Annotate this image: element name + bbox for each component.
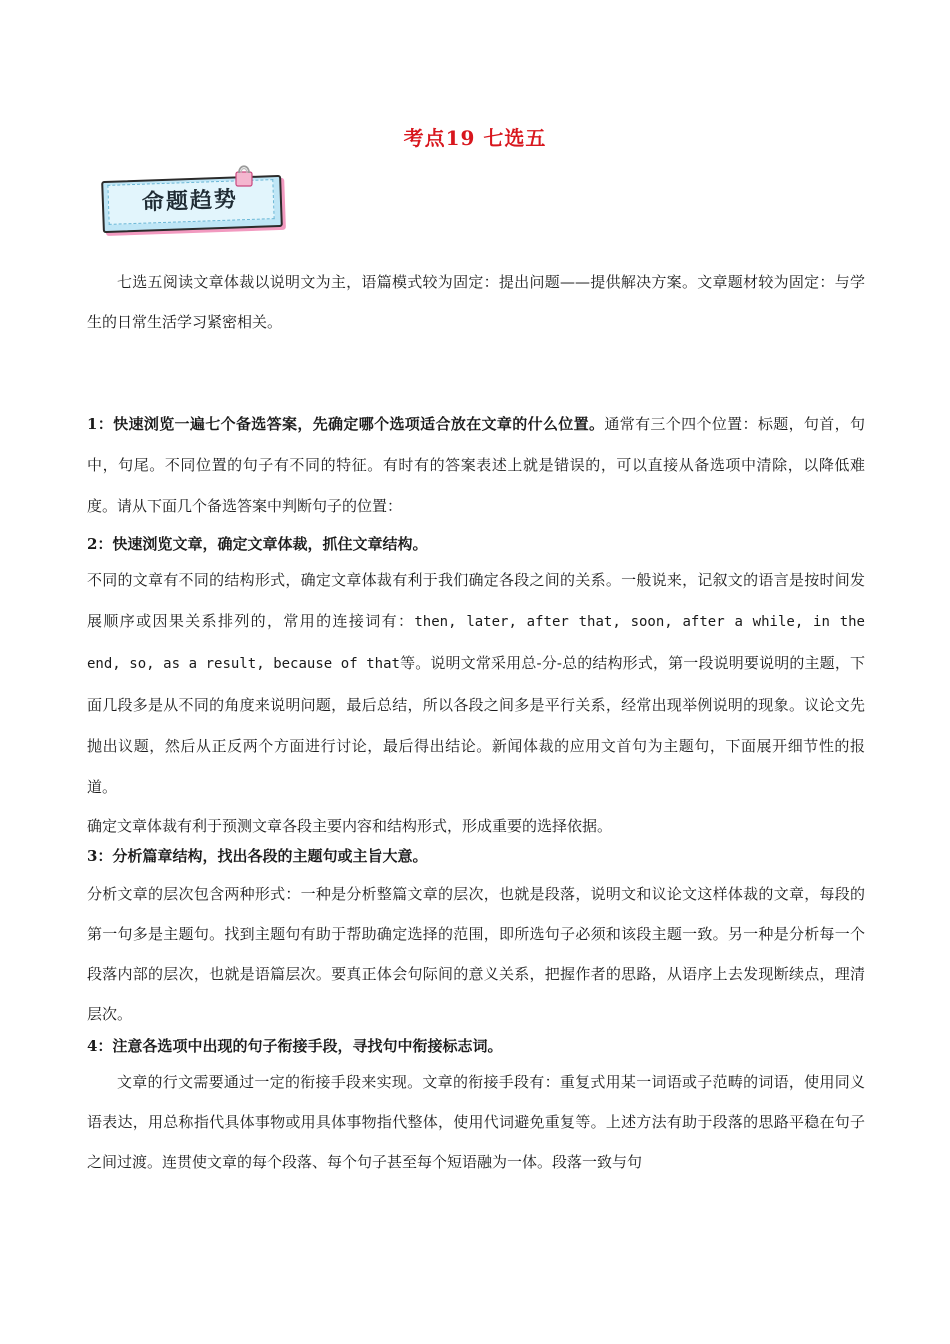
section-2 [87, 526, 865, 844]
section-2-paragraph-2: 确定文章体裁有利于预测文章各段主要内容和结构形式，形成重要的选择依据。 [87, 817, 613, 835]
section-1-body: 通常有三个四个位置：标题，句首，句中，句尾。不同位置的句子有不同的特征。有时有的答案表述上就是错误的，可以直接从备选项中清除，以降低难度。请从下面几个备选答案中判断句子的位置： [87, 415, 865, 515]
intro-block [87, 262, 865, 342]
connective-words: then, later, after that, soon, after a while, in the end, so, as a result, because of that [87, 614, 865, 672]
section-2-heading: 2：快速浏览文章，确定文章体裁，抓住文章结构。 [87, 535, 428, 553]
section-4-heading: 4：注意各选项中出现的句子衔接手段，寻找句中衔接标志词。 [87, 1037, 503, 1055]
page-title: 考点19 七选五 [403, 126, 547, 150]
section-1 [87, 404, 865, 527]
section-4 [87, 1028, 865, 1182]
intro-paragraph: 七选五阅读文章体裁以说明文为主，语篇模式较为固定：提出问题——提供解决方案。文章题材较为固定：与学生的日常生活学习紧密相关。 [87, 273, 865, 331]
section-2-paragraph-1 [87, 560, 865, 808]
badge-label: 命题趋势 [141, 187, 239, 216]
section-badge [96, 170, 282, 230]
section-3 [87, 838, 865, 1034]
section-1-heading: 1：快速浏览一遍七个备选答案，先确定哪个选项适合放在文章的什么位置。 [87, 415, 605, 433]
section-1-paragraph [87, 404, 865, 527]
section-3-heading: 3：分析篇章结构，找出各段的主题句或主旨大意。 [87, 847, 428, 865]
section-4-paragraph: 文章的行文需要通过一定的衔接手段来实现。文章的衔接手段有：重复式用某一词语或子范畴的词语，使用同义语表达，用总称指代具体事物或用具体事物指代整体，使用代词避免重复等。上述方法有助于段落的思路平稳在句子之间过渡。连贯使文章的每个段落、每个句子甚至每个短语融为一体。段落一致与句 [87, 1073, 865, 1171]
binder-clip-icon [233, 162, 255, 188]
section-2-text-b: 等。说明文常采用总-分-总的结构形式，第一段说明要说明的主题，下面几段多是从不同的角度来说明问题，最后总结，所以各段之间多是平行关系，经常出现举例说明的现象。议论文先抛出议题，然后从正反两个方面进行讨论，最后得出结论。新闻体裁的应用文首句为主题句，下面展开细节性的报道。 [87, 654, 865, 796]
section-2-text-a: 不同的文章有不同的结构形式，确定文章体裁有利于我们确定各段之间的关系。一般说来，记叙文的语言是按时间发展顺序或因果关系排列的，常用的连接词有： [87, 571, 865, 630]
section-3-paragraph: 分析文章的层次包含两种形式：一种是分析整篇文章的层次，也就是段落，说明文和议论文这样体裁的文章，每段的第一句多是主题句。找到主题句有助于帮助确定选择的范围，即所选句子必须和该段主题一致。另一种是分析每一个段落内部的层次，也就是语篇层次。要真正体会句际间的意义关系，把握作者的思路，从语序上去发现断续点，理清层次。 [87, 885, 865, 1023]
